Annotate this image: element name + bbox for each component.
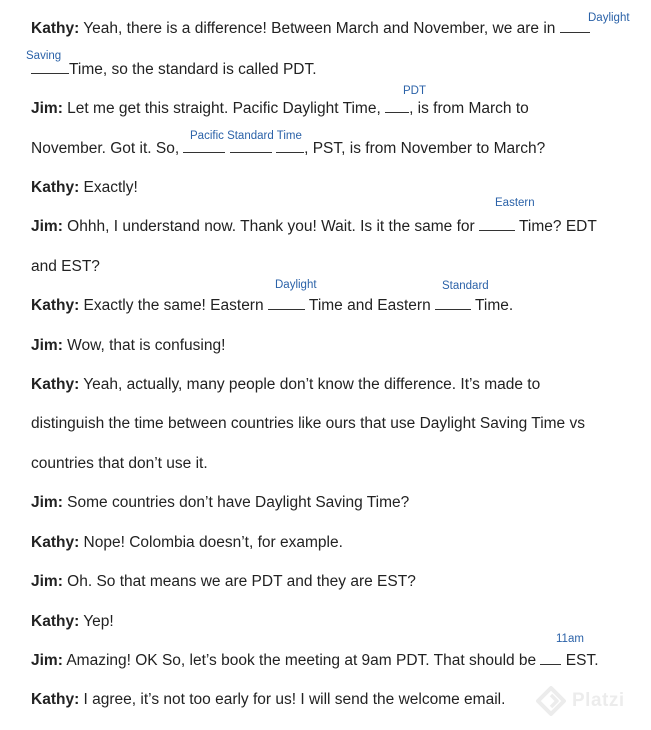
dialogue-text: countries that don’t use it.	[31, 455, 208, 472]
dialogue-line	[31, 651, 599, 671]
dialogue-text: Let me get this straight. Pacific Daylight Time,	[62, 100, 386, 117]
dialogue-line	[31, 612, 114, 632]
dialogue-text: EST.	[561, 652, 599, 669]
dialogue-line	[31, 296, 513, 316]
dialogue-line	[31, 690, 505, 710]
dialogue-text: Yeah, there is a difference! Between March and November, we are in	[79, 20, 560, 37]
dialogue-text: I agree, it’s not too early for us! I will send the welcome email.	[79, 691, 506, 708]
answer-blank	[276, 151, 304, 153]
speaker-name: Kathy:	[31, 20, 80, 37]
answer-blank	[385, 111, 409, 113]
answer-blank	[268, 308, 305, 310]
dialogue-text: , PST, is from November to March?	[304, 140, 546, 157]
speaker-name: Kathy:	[31, 691, 80, 708]
dialogue-line	[31, 493, 409, 513]
dialogue-text: Time.	[471, 297, 514, 314]
answer-blank	[479, 229, 515, 231]
dialogue-text: distinguish the time between countries like ours that use Daylight Saving Time vs	[31, 415, 585, 432]
platzi-logo-icon	[536, 686, 566, 716]
answer-blank	[31, 72, 69, 74]
dialogue-line	[31, 454, 208, 474]
answer-blank	[435, 308, 471, 310]
handwritten-answer: Daylight	[588, 12, 630, 24]
dialogue-text: Some countries don’t have Daylight Saving Time?	[62, 494, 410, 511]
dialogue-text: Exactly the same! Eastern	[79, 297, 268, 314]
dialogue-line	[31, 375, 540, 395]
dialogue-line	[31, 99, 529, 119]
dialogue-line	[31, 217, 597, 237]
handwritten-answer: Eastern	[495, 197, 535, 209]
speaker-name: Jim:	[31, 100, 63, 117]
dialogue-text: , is from March to	[409, 100, 529, 117]
handwritten-answer: 11am	[556, 633, 584, 645]
dialogue-line	[31, 533, 343, 553]
dialogue-text: November. Got it. So,	[31, 140, 184, 157]
platzi-watermark	[536, 686, 625, 716]
dialogue-text: Oh. So that means we are PDT and they are EST?	[62, 573, 416, 590]
dialogue-text: Time, so the standard is called PDT.	[69, 61, 317, 78]
dialogue-text: Yeah, actually, many people don’t know the difference. It’s made to	[79, 376, 541, 393]
answer-blank	[560, 31, 590, 33]
handwritten-answer: Pacific Standard Time	[190, 130, 302, 142]
speaker-name: Jim:	[31, 573, 63, 590]
handwritten-answer: Saving	[26, 50, 62, 62]
dialogue-line	[31, 19, 590, 39]
dialogue-text: Nope! Colombia doesn’t, for example.	[79, 534, 343, 551]
speaker-name: Jim:	[31, 337, 63, 354]
dialogue-text: Time? EDT	[515, 218, 597, 235]
speaker-name: Kathy:	[31, 613, 80, 630]
dialogue-text: Wow, that is confusing!	[62, 337, 226, 354]
handwritten-answer: Standard	[442, 280, 489, 292]
answer-blank	[230, 151, 272, 153]
dialogue-line	[31, 178, 138, 198]
speaker-name: Jim:	[31, 494, 63, 511]
dialogue-line	[31, 414, 585, 434]
speaker-name: Kathy:	[31, 179, 80, 196]
dialogue-line	[31, 257, 100, 277]
watermark-text: Platzi	[572, 690, 625, 711]
dialogue-line	[31, 60, 317, 80]
dialogue-line	[31, 572, 416, 592]
speaker-name: Kathy:	[31, 297, 80, 314]
answer-blank	[183, 151, 225, 153]
speaker-name: Kathy:	[31, 534, 80, 551]
dialogue-text: Ohhh, I understand now. Thank you! Wait. Is it the same for	[62, 218, 480, 235]
dialogue-text: Amazing! OK So, let’s book the meeting at 9am PDT. That should be	[62, 652, 541, 669]
answer-blank	[540, 663, 561, 665]
handwritten-answer: Daylight	[275, 279, 317, 291]
handwritten-answer: PDT	[403, 85, 426, 97]
speaker-name: Jim:	[31, 218, 63, 235]
speaker-name: Kathy:	[31, 376, 80, 393]
dialogue-line	[31, 336, 225, 356]
dialogue-text: Time and Eastern	[304, 297, 435, 314]
dialogue-text: Yep!	[79, 613, 114, 630]
speaker-name: Jim:	[31, 652, 63, 669]
dialogue-text: and EST?	[31, 258, 100, 275]
dialogue-text: Exactly!	[79, 179, 138, 196]
